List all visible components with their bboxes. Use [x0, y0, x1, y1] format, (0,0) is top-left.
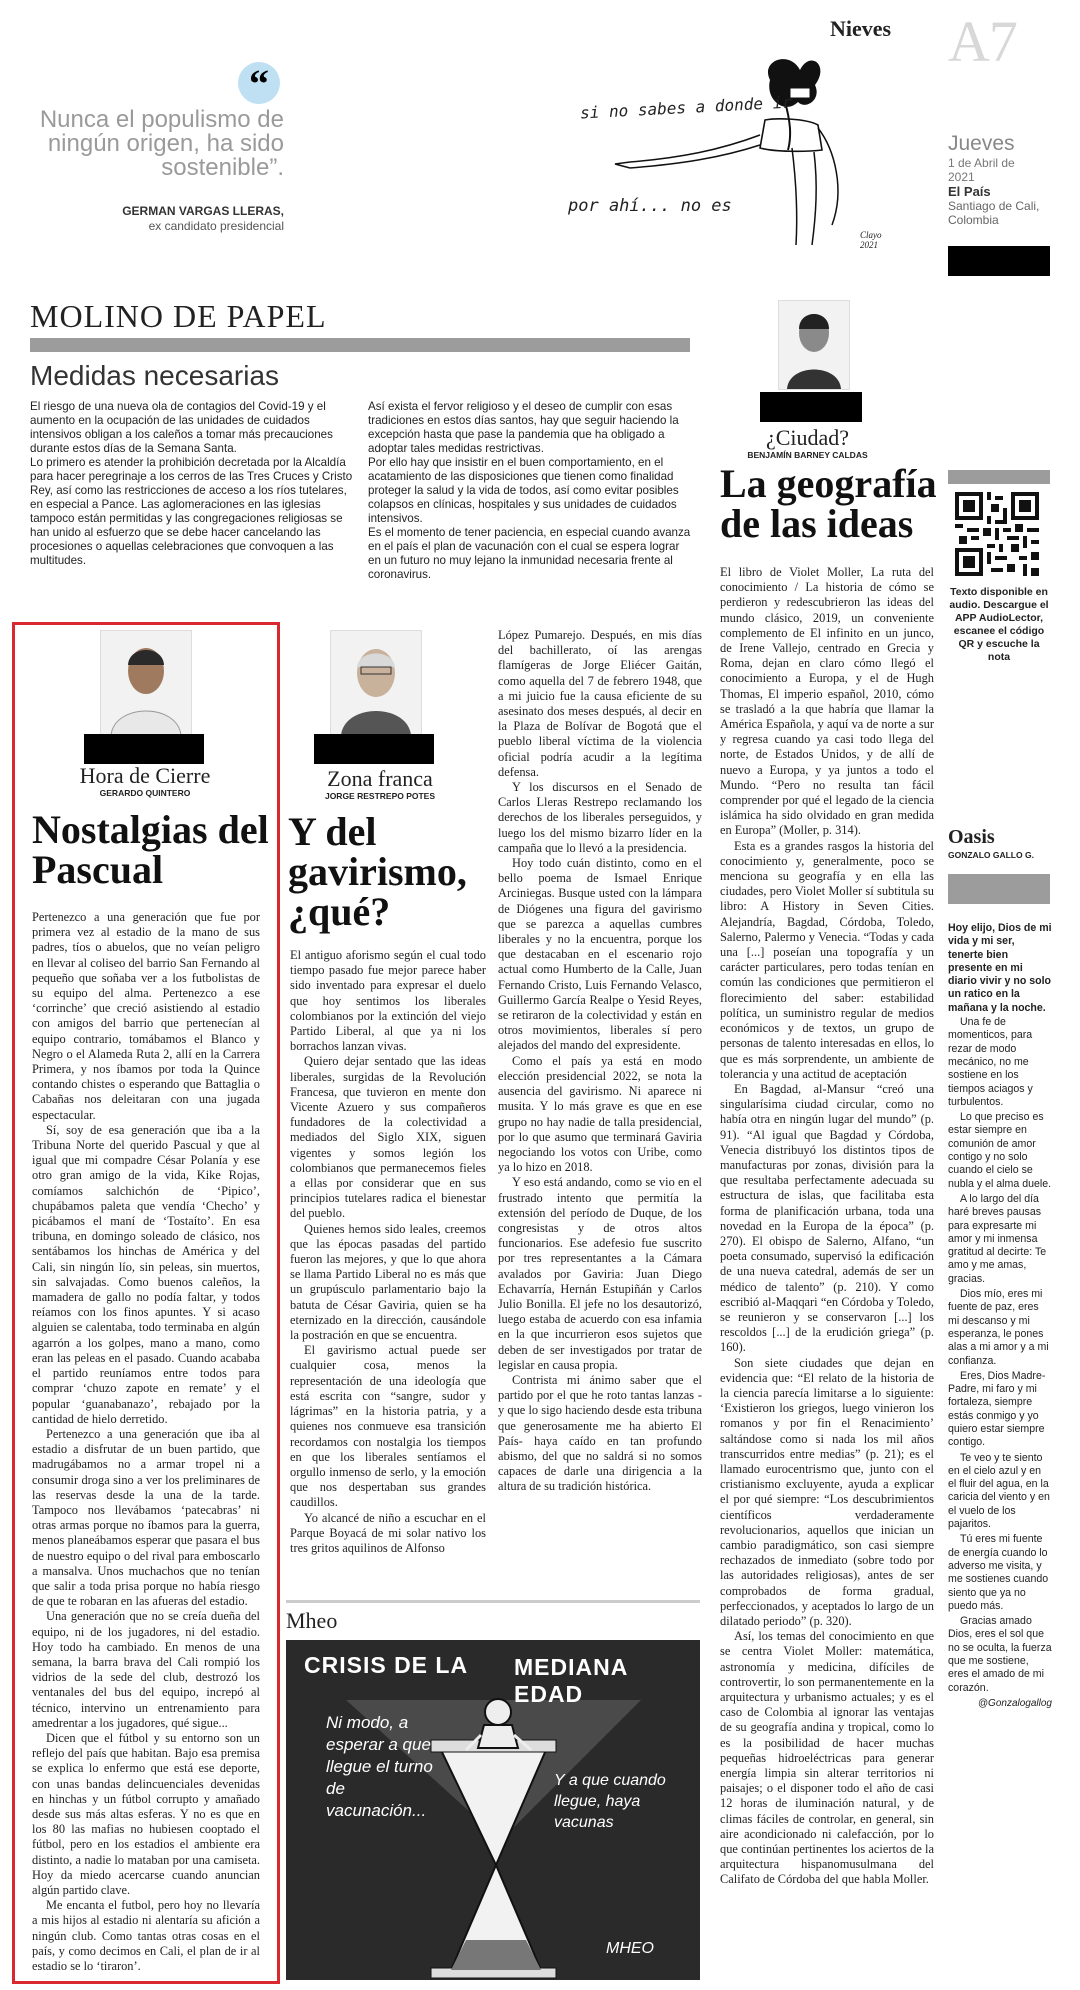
pascual-paragraph: Me encanta el futbol, pero hoy no llevaría a mis hijos al estadio ni alentaría su afición a ningún club. Como tantas otras cosas en el país, y como decimos en Cali, el plan de ir al estadio se lo ‘tiraron’.	[32, 1898, 260, 1974]
mheo-speech-right: Y a que cuando llegue, haya vacunas	[554, 1772, 666, 1831]
redaction-bar	[760, 392, 862, 422]
qr-code-icon[interactable]	[955, 492, 1039, 576]
geografia-paragraph: En Bagdad, al-Mansur “creó una singularísima ciudad circular, como no había otra en ningún lugar del mundo” (p. 91). “Al igual que Bagdad y Córdoba, Venecia distribuyó los distintos tipos de manufacturas por zonas, división para la que resultaba perfectamente adecuada su estructura de islas, que facilitaba esta forma de planificación urbana, toda una novedad en la Europa de la época” (p. 270). El obispo de Salerno, Alfano, “un poeta consumado, supervisó la edificación de una nueva catedral, además de ser un médico de talento” (p. 210). Y como escribió al-Maqqari “en Córdoba y Toledo, se reunieron y se conservaron [...] los rescoldos [...] de la erudición griega” (p. 160).	[720, 1081, 934, 1355]
mheo-label: Mheo	[286, 1608, 338, 1633]
quote-mark: “	[249, 61, 269, 106]
mheo-signature: MHEO	[606, 1940, 654, 1957]
author-photo-barney	[778, 300, 850, 390]
geografia-paragraph: Esta es a grandes rasgos la historia del conocimiento y, generalmente, poco se menciona su geografía y en ella las ciudades, pero Violet Moller sí subtitula su libro: A History in Seven Cities. Alejandría, Bagdad, Córdoba, Toledo, Salerno, Palermo y Venecia. “Todas y cada una [...] poseían una topografía y un carácter particulares, pero todas tenían en común las condiciones que permitieron el florecimiento del saber: estabilidad política, un suministro regular de medios económicos y de textos, un grupo de personas de talento interesadas en ellos, lo que es más sorprendente, un ambiente de tolerancia y una actitud de aceptación	[720, 838, 934, 1081]
editorial-col2: Así exista el fervor religioso y el deseo de cumplir con esas tradiciones en estos días santos, hay que seguir haciendo la excepción hasta que pase la pandemia que ha obligado a adoptar tales medidas restrictivas. Por ello hay que insistir en el buen comportamiento, en el acatamiento de las disposiciones que tienen como finalidad proteger la salud y la vida de todos, así como evitar posibles colapsos en clínicas, hospitales y sus unidades de cuidados intensivos. Es el momento de tener paciencia, en especial cuando avanza en el país el plan de vacunación con el cual se espera lograr en un futuro no muy lejano la inmunidad necesaria frente al coronavirus.	[368, 400, 691, 581]
pascual-title: Nostalgias del Pascual	[32, 807, 269, 892]
gavirismo-paragraph: El antiguo aforismo según el cual todo tiempo pasado fue mejor parece haber sido inventado para expresar el duelo que hoy sentimos los liberales colombianos por la extinción del viejo Partido Liberal, al que ya ni los borrachos lanzan vivas.	[290, 948, 486, 1054]
gavirismo-paragraph: Como el país ya está en modo elección presidencial 2022, se nota la ausencia del gavirismo. Ni aparece ni musita. Y lo más grave es que en ese grupo no hay nadie de talla presidencial, por lo que asumo que terminará Gaviria negociando los votos con Uribe, como ya lo hizo en 2018.	[498, 1053, 702, 1175]
portrait-icon	[331, 631, 421, 735]
cartoon-figure-icon	[560, 40, 920, 255]
gavirismo-title: Y del gavirismo, ¿qué?	[288, 809, 467, 934]
redaction-bar	[948, 246, 1050, 276]
dateline-day: Jueves	[948, 132, 1015, 155]
dateline-place: Santiago de Cali, Colombia	[948, 199, 1040, 227]
geografia-body	[720, 565, 934, 1888]
pascual-paragraph: Pertenezco a una generación que iba al estadio a disfrutar de un buen partido, que madrugábamos no a armar tropel ni a consumir droga sino a ver los preliminares de las reservas desde la una de la tarde. Tampoco nos llevábamos ‘patecabras’ ni otras armas porque no íbamos para la guerra, menos planeábamos esperar que pasara el bus de nuestro equipo o del rival para emboscarlo a mansalva. Unos muchachos que no tenían que salir a toda prisa porque no había riesgo de que te robaran en las afueras del estadio.	[32, 1426, 260, 1609]
gavirismo-paragraph: Y eso está andando, como se vio en el frustrado intento que permitía la extensión del período de Duque, de los congresistas y de otros altos funcionarios. Ese adefesio fue suscrito por tres representantes a la Cámara avalados por Gaviria: Juan Diego Echavarría, Hernán Estupiñán y Carlos Julio Bonilla. El jefe no los desautorizó, luego estaba de acuerdo con esa infamia en la que incurrieron esos sujetos que deben de ser investigados por tratar de legislar en causa propia.	[498, 1175, 702, 1372]
quote-role: ex candidato presidencial	[148, 219, 284, 233]
oasis-body	[948, 922, 1052, 1710]
oasis-paragraph: Gracias amado Dios, eres el sol que no se oculta, la fuerza que me sostiene, eres el amado de mi corazón.	[948, 1615, 1052, 1694]
pascual-paragraph: Dicen que el fútbol y su entorno son un reflejo del país que habitan. Bajo esa premisa se explica lo enfermo que está ese deporte, con unas bandas delincuenciales devenidas en hinchas y un fútbol corrupto y amañado desde sus más altas esferas. Y no es que en los 80 las mafias no hubiesen cooptado el fútbol, pero en los estadios el ambiente era distinto, a nadie lo mataban por una camiseta. Hoy da miedo acercarse cuando anuncian algún partido clave.	[32, 1730, 260, 1897]
gavirismo-paragraph: López Pumarejo. Después, en mis días del bachillerato, oí las arengas flamígeras de Jorge Eliécer Gaitán, como aquella del 7 de febrero 1948, que a mi juicio fue la causa eficiente de su asesinato dos meses después, al decir en la Plaza de Bolívar de Bogotá que el pueblo liberal víctima de la violencia oficial podría acudir a la legítima defensa.	[498, 628, 702, 779]
dateline	[948, 132, 1068, 227]
oasis-paragraph: Una fe de momenticos, para rezar de modo mecánico, no me sostiene en los tiempos aciagos y turbulentos.	[948, 1016, 1033, 1108]
geografia-paragraph: Así, los temas del conocimiento en que se centra Violet Moller: matemática, astronomía y medicina, difíciles de controvertir, lo son permanentemente en la arquitectura y urbanismo actuales; y es el caso de Colombia al ignorar las ventajas de su geografía andina y tropical, como lo es la posibilidad de hacer muchas pequeñas hidroeléctricas para generar energía limpia sin alterar territorios ni paisajes; o el disponer todo el año de casi 12 horas de iluminación natural, y de climas fáciles de controlar, en general, sin aire acondicionado ni calefacción, por lo que continúan pertinentes los aciertos de la arquitectura hispanomusulmana del Califato de Córdoba del que habla Moller.	[720, 1629, 934, 1887]
cartoon-top	[560, 40, 920, 255]
oasis-handle: @Gonzalogallog	[977, 1697, 1052, 1709]
editorial-col1: El riesgo de una nueva ola de contagios del Covid-19 y el aumento en la ocupación de las unidades de cuidados intensivos obligan a los caleños a tomar más precauciones durante estos días de la Semana Santa. Lo primero es atender la prohibición decretada por la Alcaldía para hacer peregrinaje a los cerros de las Tres Cruces y Cristo Rey, así como las restricciones de acceso a los ríos tutelares, en especial a Pance. Las aglomeraciones en las iglesias tampoco están permitidas y las congregaciones religiosas se han unido al esfuerzo que se debe hacer cancelando las procesiones o aquellas celebraciones que convoquen a las multitudes.	[30, 400, 353, 567]
oasis-column: Oasis	[948, 826, 995, 848]
geografia-title: La geografía de las ideas	[720, 461, 937, 546]
quote-icon	[238, 62, 280, 104]
cartoon-top-line2: por ahí... no es	[568, 196, 732, 216]
author-photo-restrepo	[330, 630, 422, 736]
oasis-rule	[948, 874, 1050, 904]
oasis-author: GONZALO GALLO G.	[948, 850, 1034, 860]
quote-author: GERMAN VARGAS LLERAS,	[122, 204, 284, 218]
geografia-paragraph: El libro de Violet Moller, La ruta del conocimiento / La historia de cómo se perdieron y redescubrieron las ideas del mundo clásico, 2019, un conveniente complemento de El infinito en un junco, de Irene Vallejo, centrado en Grecia y Roma, dejan en claro cómo llegó el conocimiento a Europa, y el de Hugh Thomas, El imperio español, 2010, cómo se trasladó a la que habría que llamar la América Española, y aquí va de norte a sur y regresa cuando ya casi todo llega del norte, de Estados Unidos, y de allí de nuevo a Europa, y ya juntos a todo el Mundo. “Pero no resulta tan fácil comprender por qué el legado de la ciencia islámica ha sido olvidado en gran medida en Europa” (Moller, p. 314).	[720, 565, 934, 838]
oasis-paragraph: Eres, Dios Madre-Padre, mi faro y mi fortaleza, siempre estás conmigo y yo quiero estar siempre contigo.	[948, 1369, 1046, 1449]
portrait-icon	[779, 301, 849, 389]
mheo-speech-left: Ni modo, a esperar a que llegue el turno de vacunación...	[326, 1713, 433, 1820]
redaction-bar	[84, 734, 204, 764]
gavirismo-paragraph: Quienes hemos sido leales, creemos que las épocas pasadas del partido fueron las mejores, y que lo que ahora se llama Partido Liberal no es más que un grupúsculo parlamentario bajo la batuta de César Gaviria, quien se ha eternizado en la dirección, causándole la postración en que se encuentra.	[290, 1221, 486, 1343]
oasis-paragraph: Dios mío, eres mi fuente de paz, eres mi descanso y mi esperanza, le pones alas a mi amor y a mi confianza.	[948, 1288, 1049, 1367]
geografia-column: ¿Ciudad?	[765, 425, 850, 450]
mheo-title-right: MEDIANA EDAD	[514, 1654, 628, 1707]
geografia-author: BENJAMÍN BARNEY CALDAS	[747, 450, 868, 460]
author-photo-quintero	[100, 630, 192, 736]
pascual-paragraph: Una generación que no se creía dueña del equipo, ni de los jugadores, ni del estadio. Hoy todo ha cambiado. En menos de una semana, la barra brava del Cali rompió los vidrios de la sede del club, destrozó los ventanales del bus del equipo, increpó al técnico, intervino un entrenamiento para amedrentar a los jugadores, qué sigue...	[32, 1609, 260, 1730]
gavirismo-column: Zona franca	[327, 766, 433, 791]
audio-note: Texto disponible en audio. Descargue el APP AudioLector, escanee el código QR y escuche la nota	[949, 586, 1049, 663]
redaction-bar	[314, 734, 434, 764]
gavirismo-paragraph: Quiero dejar sentado que las ideas liberales, surgidas de la Revolución Francesa, que tuvieron en mente don Vicente Azuero y sus compañeros fundadores de la colectividad a mediados del Siglo XIX, siguen vigentes y somos legión los colombianos que permanecemos fieles a ellas por considerar que en sus principios tutelares radica el bienestar del pueblo.	[290, 1054, 486, 1221]
oasis-paragraph: Lo que preciso es estar siempre en comunión de amor contigo y no solo cuando el cielo se nubla y el alma duele.	[948, 1111, 1052, 1190]
pascual-author: GERARDO QUINTERO	[99, 788, 191, 798]
mheo-title-left: CRISIS DE LA	[304, 1652, 469, 1678]
dateline-date: 1 de Abril de 2021	[948, 156, 1015, 184]
oasis-lead: Hoy elijo, Dios de mi vida y mi ser, tenerte bien presente en mi diario vivir y no solo un ratico en la mañana y la noche.	[948, 922, 1052, 1014]
pascual-body	[32, 910, 260, 1974]
mheo-cartoon	[286, 1640, 700, 1980]
gavirismo-paragraph: Y los discursos en el Senado de Carlos Lleras Restrepo reclamando los derechos de los liberales perseguidos, y luego los del mismo bizarro líder en la campaña que lo llevó a la presidencia.	[498, 780, 702, 855]
pascual-paragraph: Sí, soy de esa generación que iba a la Tribuna Norte del querido Pascual y que al igual que mi compadre César Polanía y ese otro gran amigo de la vida, Kike Rojas, comíamos salchichón de ‘Pipico’, chupábamos paleta que vendía ‘Checho’ y picábamos el maní de ‘Tostaíto’. En esa tribuna, en domingo soleado de clásico, nos sentábamos los hinchas de América y del Cali, sin ningún lío, sin peleas, sin muertos, sin salvajadas. Como buenos caleños, la mamadera de gallo no podía faltar, y todos reíamos con los finos apuntes. Y si acaso alguien se calentaba, todo terminaba en algún agarrón a los golpes, mano a mano, como eran las peleas en el pasado. Cuando acababa el partido reuníamos entre todos para comprar ‘chuzo zapote en remate’ y el popular ‘guanabanazo’, rebajado por la cantidad de hielo derretido.	[32, 1122, 260, 1426]
gavirismo-paragraph: Contrista mi ánimo saber que el partido por el que he roto tantas lanzas -y que lo sigo haciendo desde esta tribuna que generosamente me ha abierto El País- haya caído en tan profundo abismo, del que no saldrá si no somos capaces de darle una dirigencia a la altura de su tradición histórica.	[498, 1372, 702, 1494]
geografia-paragraph: Son siete ciudades que dejan en evidencia que: “El relato de la historia de la ciencia parecía limitarse a lo siguiente: ‘Existieron los griegos, luego vinieron los romanos y por fin el Renacimiento’ saltándose como si nada los mil años transcurridos entre medias” (p. 21); es el llamado eurocentrismo que, junto con el cristianismo excluyente, ayuda a explicar el por qué siempre: “Los descubrimientos científicos verdaderamente revolucionarios, aquellos que inician un cambio paradigmático, son casi siempre rechazados de inmediato (sobre todo por las autoridades religiosas), antes de ser comprobados de forma gradual, perfeccionados, y aceptados lo largo de un dilatado periodo” (p. 320).	[720, 1355, 934, 1629]
editorial-title: Medidas necesarias	[30, 360, 280, 391]
gavirismo-body-a	[290, 948, 486, 1556]
oasis-paragraph: Tú eres mi fuente de energía cuando lo adverso me visita, y me sostienes cuando siento que ya no puedo más.	[948, 1533, 1049, 1612]
gavirismo-paragraph: El gavirismo actual puede ser cualquier cosa, menos la representación de una ideología que está escrita con “sangre, sudor y lágrimas” en la historia patria, y a quienes nos conmueve esa transición recordamos con nostalgia los tiempos en que los liberales sentíamos el orgullo inmenso de serlo, y la emoción que nos despertaban sus grandes caudillos.	[290, 1343, 486, 1510]
pascual-paragraph: Pertenezco a una generación que fue por primera vez al estadio de la mano de sus padres, tíos o abuelos, que no veían peligro en llevar al coliseo del barrio San Fernando al pequeño que soñaba ver a los futbolistas de su equipo del alma. Pertenezco a ese ‘corrinche’ que creció asistiendo al estadio con amigos del barrio que pertenecían al equipo contrario, tomábamos el Blanco y Negro o el Alameda Ruta 2, allí en la Carrera Primera, y nos íbamos por toda la Quince contando chistes o esperando que Battaglia o Cabañas nos deleitaran con una jugada espectacular.	[32, 910, 260, 1122]
page-number: A7	[948, 9, 1017, 74]
gavirismo-author: JORGE RESTREPO POTES	[324, 791, 436, 801]
section-name: Nieves	[830, 16, 892, 41]
editorial-section: MOLINO DE PAPEL	[30, 298, 327, 334]
oasis-paragraph: A lo largo del día haré breves pausas para expresarte mi amor y mi inmensa gratitud al decirte: Te amo y me amas, gracias.	[948, 1192, 1047, 1285]
portrait-icon	[101, 631, 191, 735]
mheo-rule	[286, 1600, 700, 1603]
cartoon-top-signature: Clayo 2021	[860, 230, 882, 250]
cartoon-top-line1: si no sabes a donde ir	[579, 92, 793, 123]
editorial-rule	[30, 338, 690, 352]
rail-rule	[948, 470, 1050, 484]
pascual-column: Hora de Cierre	[79, 763, 211, 788]
oasis-paragraph: Te veo y te siento en el cielo azul y en el fluir del agua, en la caricia del viento y en el vuelo de los pajaritos.	[948, 1451, 1050, 1531]
gavirismo-paragraph: Hoy todo cuán distinto, como en el bello poema de Ismael Enrique Arciniegas. Busque usted con la lámpara de Diógenes una figura del gavirismo que se parezca a aquellas cumbres liberales y no la encuentra, porque los que destacaban en el escenario rojo actual como Humberto de la Calle, Juan Fernando Cristo, Luis Fernando Velasco, Guillermo García Realpe o Yesid Reyes, se retiraron de la colectividad y están en otros movimientos, liberales sí pero alejados del mando del expresidente.	[498, 856, 702, 1053]
gavirismo-paragraph: Yo alcancé de niño a escuchar en el Parque Boyacá de mi solar nativo los tres gritos aquilinos de Alfonso	[290, 1510, 486, 1555]
gavirismo-body-b	[498, 628, 702, 1495]
quote-text: Nunca el populismo de ningún origen, ha sido sostenible”.	[39, 106, 284, 181]
dateline-paper: El País	[948, 184, 991, 199]
